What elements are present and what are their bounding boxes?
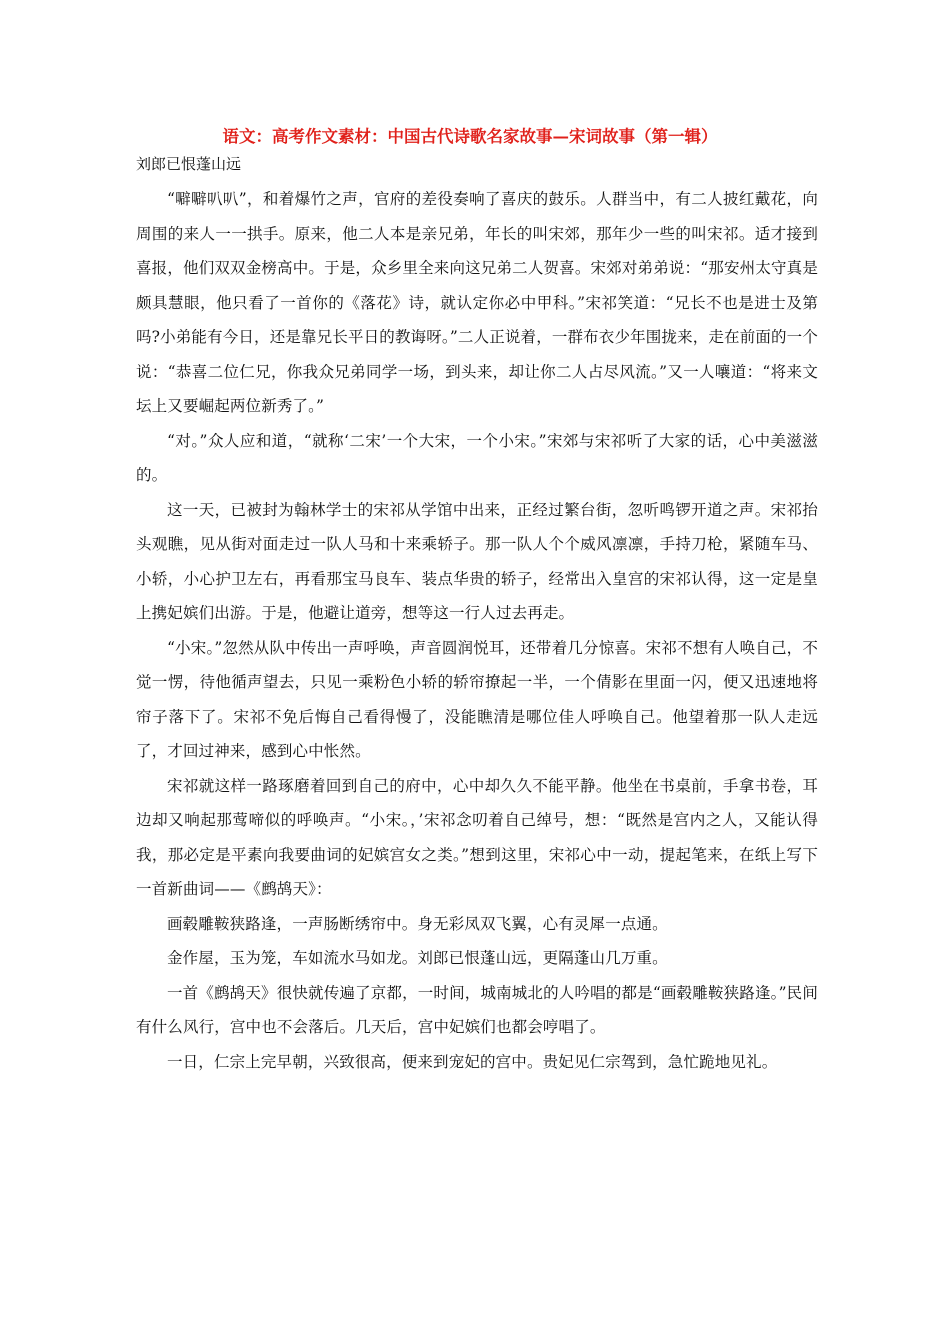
- paragraph: “小宋。”忽然从队中传出一声呼唤，声音圆润悦耳，还带着几分惊喜。宋祁不想有人唤自己，不觉一愣，待他循声望去，只见一乘粉色小轿的轿帘撩起一半，一个倩影在里面一闪，便又迅速地将帘子落下了。宋祁不免后悔自己看得慢了，没能瞧清是哪位佳人呼唤自己。他望着那一队人走远了，才回过神来，感到心中怅然。: [136, 638, 818, 760]
- document-subtitle: 刘郎已恨蓬山远: [136, 155, 242, 173]
- document-title: 语文：高考作文素材：中国古代诗歌名家故事—宋词故事（第一辑）: [222, 127, 718, 146]
- paragraph: “对。”众人应和道，“就称‘二宋’一个大宋，一个小宋。”宋郊与宋祁听了大家的话，心中美滋滋的。: [136, 431, 818, 484]
- paragraph: 一首《鹧鸪天》很快就传遍了京都，一时间，城南城北的人吟唱的都是“画毂雕鞍狭路逢。”民间有什么风行，宫中也不会落后。几天后，宫中妃嫔们也都会哼唱了。: [136, 983, 818, 1036]
- paragraph: “噼噼叭叭”，和着爆竹之声，官府的差役奏响了喜庆的鼓乐。人群当中，有二人披红戴花，向周围的来人一一拱手。原来，他二人本是亲兄弟，年长的叫宋郊，那年少一些的叫宋祁。适才接到喜报，他们双双金榜高中。于是，众乡里全来向这兄弟二人贺喜。宋郊对弟弟说：“那安州太守真是颇具慧眼，他只看了一首你的《落花》诗，就认定你必中甲科。”宋祁笑道：“兄长不也是进士及第吗?小弟能有今日，还是靠兄长平日的教诲呀。”二人正说着，一群布衣少年围拢来，走在前面的一个说：“恭喜二位仁兄，你我众兄弟同学一场，到头来，却让你二人占尽风流。”又一人嚷道：“将来文坛上又要崛起两位新秀了。”: [136, 190, 818, 415]
- paragraph: 宋祁就这样一路琢磨着回到自己的府中，心中却久久不能平静。他坐在书桌前，手拿书卷，耳边却又响起那莺啼似的呼唤声。“小宋。，’宋祁念叨着自己绰号，想：“既然是宫内之人，又能认得我，那必定是平素向我要曲词的妃嫔宫女之类。”想到这里，宋祁心中一动，提起笔来，在纸上写下一首新曲词——《鹧鸪天》：: [136, 776, 818, 898]
- document-body: [136, 182, 818, 1079]
- paragraph: 一日，仁宗上完早朝，兴致很高，便来到宠妃的宫中。贵妃见仁宗驾到，急忙跪地见礼。: [167, 1052, 778, 1071]
- poem-line: 金作屋，玉为笼，车如流水马如龙。刘郎已恨蓬山远，更隔蓬山几万重。: [167, 949, 668, 967]
- paragraph: 这一天，已被封为翰林学士的宋祁从学馆中出来，正经过繁台街，忽听鸣锣开道之声。宋祁抬头观瞧，见从街对面走过一队人马和十来乘轿子。那一队人个个威风凛凛，手持刀枪，紧随车马、小轿，小心护卫左右，再看那宝马良车、装点华贵的轿子，经常出入皇宫的宋祁认得，这一定是皇上携妃嫔们出游。于是，他避让道旁，想等这一行人过去再走。: [136, 500, 818, 622]
- poem-line: 画毂雕鞍狭路逢，一声肠断绣帘中。身无彩凤双飞翼，心有灵犀一点通。: [167, 914, 668, 933]
